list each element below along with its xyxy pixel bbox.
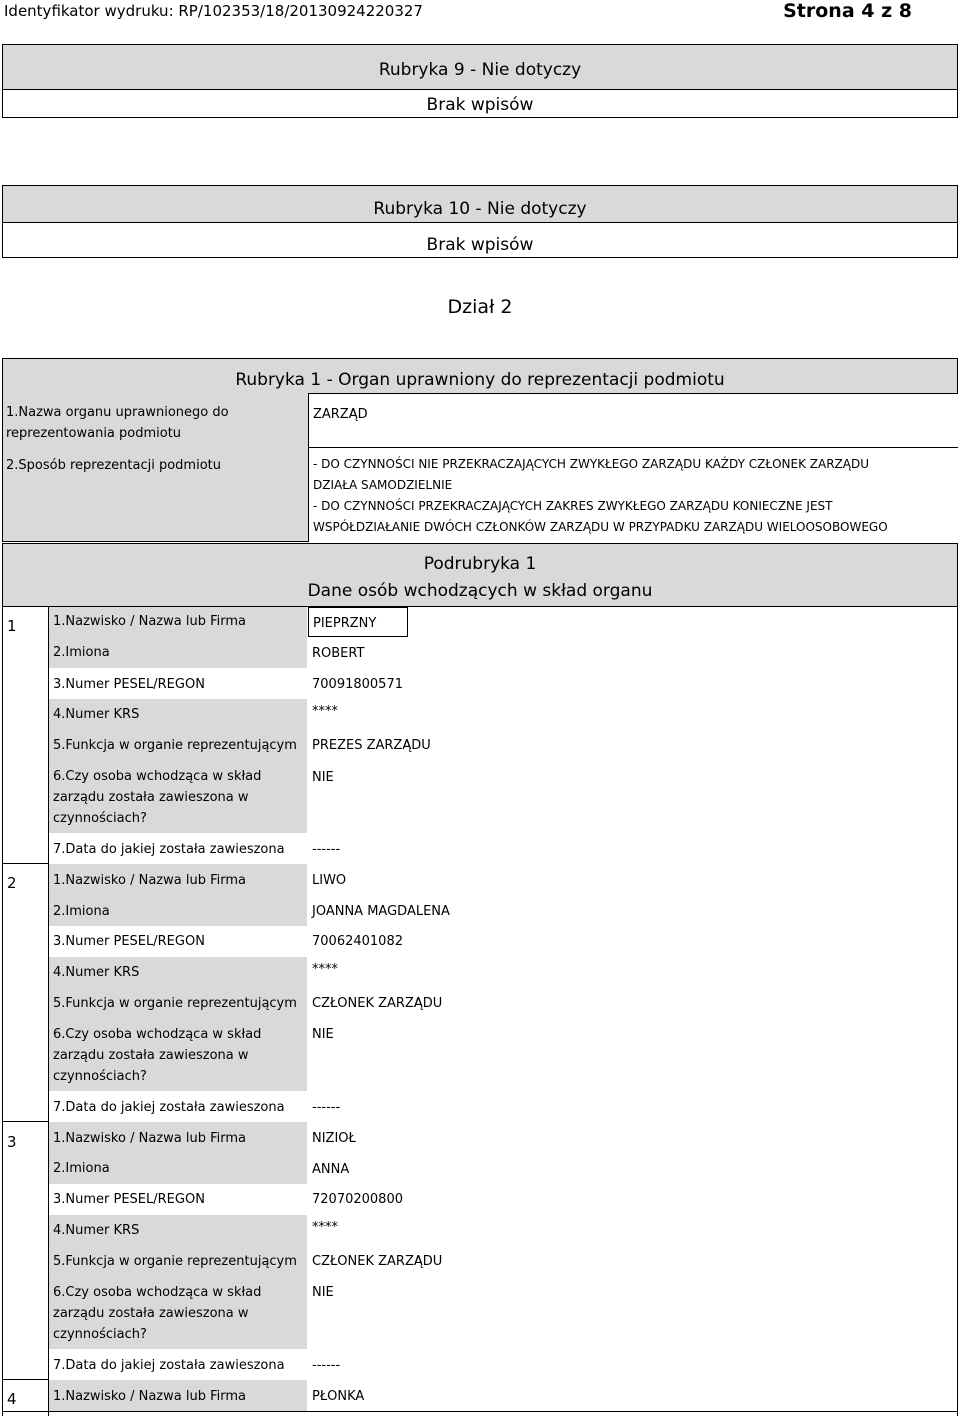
representation-method-label: 2.Sposób reprezentacji podmiotu xyxy=(6,458,221,473)
value-nazwisko: NIZIOŁ xyxy=(312,1131,356,1146)
person-number: 1 xyxy=(7,617,17,635)
value-imiona: ROBERT xyxy=(312,646,365,661)
representation-line: WSPÓŁDZIAŁANIE DWÓCH CZŁONKÓW ZARZĄDU W PRZYPADKU ZARZĄDU WIELOOSOBOWEGO xyxy=(313,520,888,534)
value-zawieszona: NIE xyxy=(312,1027,334,1042)
label-data: 7.Data do jakiej została zawieszona xyxy=(53,1100,285,1115)
label-funkcja: 5.Funkcja w organie reprezentującym xyxy=(49,730,307,761)
table-bottom-line xyxy=(2,1411,958,1412)
label-zawieszona-line: czynnościach? xyxy=(53,1069,147,1084)
label-data: 7.Data do jakiej została zawieszona xyxy=(53,842,285,857)
label-nazwisko: 1.Nazwisko / Nazwa lub Firma xyxy=(49,864,307,895)
value-krs: **** xyxy=(312,962,338,977)
label-zawieszona-line: zarządu została zawieszona w xyxy=(53,1048,249,1063)
label-krs: 4.Numer KRS xyxy=(49,1215,307,1246)
label-zawieszona-line: 6.Czy osoba wchodząca w skład xyxy=(53,769,262,784)
value-funkcja: CZŁONEK ZARZĄDU xyxy=(312,996,443,1011)
label-zawieszona xyxy=(49,761,307,833)
person-divider xyxy=(2,1121,48,1122)
representation-line: DZIAŁA SAMODZIELNIE xyxy=(313,478,453,492)
value-funkcja: CZŁONEK ZARZĄDU xyxy=(312,1254,443,1269)
representation-line: - DO CZYNNOŚCI NIE PRZEKRACZAJĄCYCH ZWYKŁEGO ZARZĄDU KAŻDY CZŁONEK ZARZĄDU xyxy=(313,457,870,471)
label-pesel: 3.Numer PESEL/REGON xyxy=(53,677,205,692)
label-zawieszona-line: czynnościach? xyxy=(53,811,147,826)
page-number: Strona 4 z 8 xyxy=(783,0,912,22)
value-zawieszona: NIE xyxy=(312,1285,334,1300)
label-krs: 4.Numer KRS xyxy=(49,957,307,988)
value-funkcja: PREZES ZARZĄDU xyxy=(312,738,431,753)
label-data: 7.Data do jakiej została zawieszona xyxy=(53,1358,285,1373)
value-pesel: 70091800571 xyxy=(312,677,403,692)
label-zawieszona-line: zarządu została zawieszona w xyxy=(53,790,249,805)
value-imiona: JOANNA MAGDALENA xyxy=(312,904,450,919)
section-title: Dział 2 xyxy=(447,296,513,318)
value-zawieszona: NIE xyxy=(312,770,334,785)
rubryka-1-title: Rubryka 1 - Organ uprawniony do reprezentacji podmiotu xyxy=(235,370,725,390)
label-pesel: 3.Numer PESEL/REGON xyxy=(53,1192,205,1207)
label-imiona: 2.Imiona xyxy=(49,1153,307,1184)
value-nazwisko: PIEPRZNY xyxy=(308,607,408,637)
label-zawieszona xyxy=(49,1277,307,1349)
organ-name-label: 1.Nazwa organu uprawnionego do reprezentowania podmiotu xyxy=(6,405,229,441)
label-zawieszona xyxy=(49,1019,307,1091)
label-nazwisko: 1.Nazwisko / Nazwa lub Firma xyxy=(49,607,307,637)
value-pesel: 70062401082 xyxy=(312,934,403,949)
person-number: 2 xyxy=(7,874,17,892)
organ-name-value: ZARZĄD xyxy=(308,393,958,448)
label-funkcja: 5.Funkcja w organie reprezentującym xyxy=(49,988,307,1019)
value-data: ------ xyxy=(312,1358,341,1373)
value-pesel: 72070200800 xyxy=(312,1192,403,1207)
value-nazwisko: LIWO xyxy=(312,873,347,888)
value-imiona: ANNA xyxy=(312,1162,350,1177)
label-zawieszona-line: 6.Czy osoba wchodząca w skład xyxy=(53,1285,262,1300)
label-nazwisko: 1.Nazwisko / Nazwa lub Firma xyxy=(49,1380,307,1411)
label-pesel: 3.Numer PESEL/REGON xyxy=(53,934,205,949)
value-krs: **** xyxy=(312,1220,338,1235)
rubryka-10-title: Rubryka 10 - Nie dotyczy xyxy=(2,185,958,223)
representation-line: - DO CZYNNOŚCI PRZEKRACZAJĄCYCH ZAKRES ZWYKŁEGO ZARZĄDU KONIECZNE JEST xyxy=(313,499,833,513)
rubryka-9-title: Rubryka 9 - Nie dotyczy xyxy=(2,44,958,90)
value-nazwisko: PŁONKA xyxy=(312,1389,365,1404)
podrubryka-title: Podrubryka 1 xyxy=(423,554,537,574)
value-data: ------ xyxy=(312,1100,341,1115)
label-imiona: 2.Imiona xyxy=(49,637,307,668)
value-data: ------ xyxy=(312,842,341,857)
label-zawieszona-line: 6.Czy osoba wchodząca w skład xyxy=(53,1027,262,1042)
rubryka-9-body: Brak wpisów xyxy=(2,89,958,118)
person-divider xyxy=(2,863,48,864)
rubryka-10-body: Brak wpisów xyxy=(2,222,958,258)
label-nazwisko: 1.Nazwisko / Nazwa lub Firma xyxy=(49,1122,307,1153)
podrubryka-subtitle: Dane osób wchodzących w skład organu xyxy=(307,581,653,601)
value-krs: **** xyxy=(312,704,338,719)
person-divider xyxy=(2,1379,48,1380)
representation-method-value xyxy=(308,448,958,542)
label-zawieszona-line: zarządu została zawieszona w xyxy=(53,1306,249,1321)
label-zawieszona-line: czynnościach? xyxy=(53,1327,147,1342)
label-funkcja: 5.Funkcja w organie reprezentującym xyxy=(49,1246,307,1277)
person-number: 4 xyxy=(7,1390,17,1408)
label-imiona: 2.Imiona xyxy=(49,895,307,926)
person-number: 3 xyxy=(7,1133,17,1151)
print-identifier: Identyfikator wydruku: RP/102353/18/20130924220327 xyxy=(4,2,423,20)
label-krs: 4.Numer KRS xyxy=(49,699,307,730)
